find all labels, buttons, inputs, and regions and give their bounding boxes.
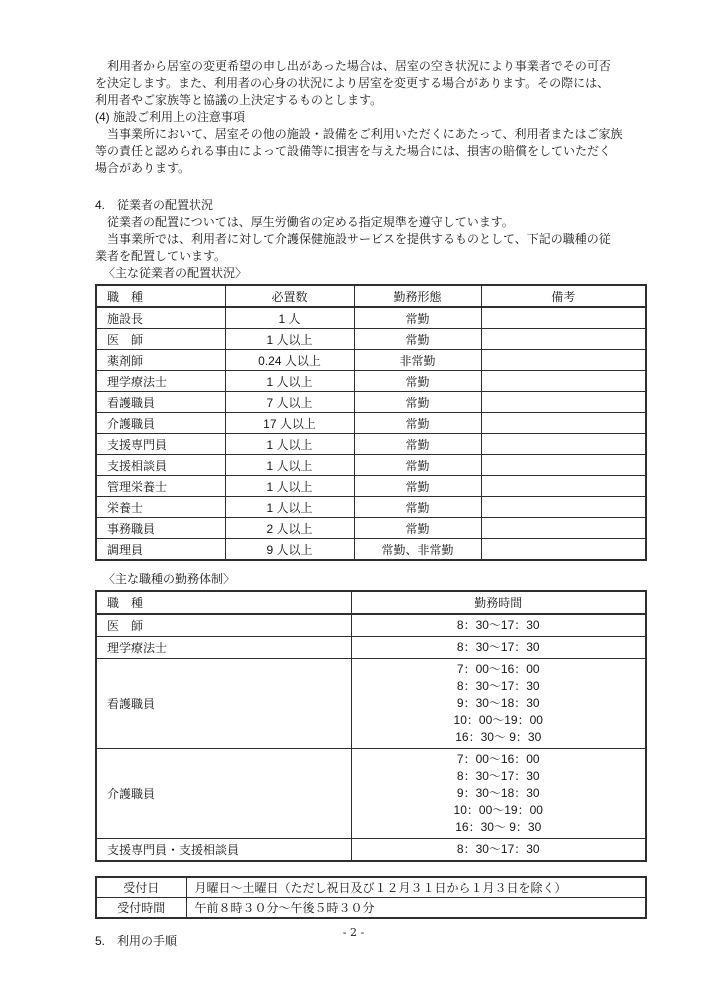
table-cell bbox=[351, 637, 646, 659]
table-cell: 1 人以上 bbox=[225, 371, 354, 392]
table-cell: 常勤 bbox=[354, 307, 481, 329]
table-cell bbox=[351, 839, 646, 862]
table-cell bbox=[481, 518, 646, 539]
table-cell: 施設長 bbox=[96, 307, 225, 329]
table-row bbox=[96, 371, 646, 392]
table-cell: 午前８時３０分～午後５時３０分 bbox=[186, 898, 646, 919]
table-row bbox=[96, 749, 646, 839]
shift-time: 9：30～18：30 bbox=[456, 696, 540, 710]
table-cell: 1 人以上 bbox=[225, 455, 354, 476]
table-cell bbox=[481, 434, 646, 455]
page-number: - 2 - bbox=[342, 926, 365, 939]
table-cell: 常勤 bbox=[354, 329, 481, 350]
table-cell: 常勤 bbox=[354, 455, 481, 476]
staffing-table-caption: 〈主な従業者の配置状況〉 bbox=[103, 266, 248, 280]
table-cell: 栄養士 bbox=[96, 497, 225, 518]
table-row bbox=[96, 307, 646, 329]
shift-time: 8：30～17：30 bbox=[456, 842, 540, 856]
paragraph-damage-liability bbox=[95, 126, 645, 177]
table-cell: 介護職員 bbox=[96, 749, 351, 839]
shift-time: 7：00～16：00 bbox=[456, 662, 540, 676]
table-cell: 9 人以上 bbox=[225, 539, 354, 561]
table-cell: 非常勤 bbox=[354, 350, 481, 371]
table-row bbox=[96, 659, 646, 749]
table-cell: 常勤 bbox=[354, 413, 481, 434]
text-line: 場合があります。 bbox=[95, 161, 191, 175]
table-row bbox=[96, 637, 646, 659]
table-row bbox=[96, 455, 646, 476]
shift-time: 8：30～17：30 bbox=[456, 618, 540, 632]
table-cell: 常勤 bbox=[354, 371, 481, 392]
text-line: 業者を配置しています。 bbox=[95, 249, 227, 263]
table-cell: 常勤 bbox=[354, 392, 481, 413]
header-cell: 備考 bbox=[481, 285, 646, 307]
table-cell: 1 人以上 bbox=[225, 497, 354, 518]
table-cell: 受付日 bbox=[96, 877, 186, 898]
paragraph-staffing-intro bbox=[95, 214, 645, 265]
table-cell: 常勤 bbox=[354, 518, 481, 539]
header-cell: 職 種 bbox=[96, 591, 351, 614]
table-cell: 管理栄養士 bbox=[96, 476, 225, 497]
text-line: 当事業所において、居室その他の施設・設備をご利用いただくにあたって、利用者またはご家族 bbox=[95, 127, 623, 141]
paragraph-room-change bbox=[95, 58, 645, 109]
table-cell: 医 師 bbox=[96, 614, 351, 637]
table-header-row bbox=[96, 591, 646, 614]
note-heading: (4) 施設ご利用上の注意事項 bbox=[95, 110, 246, 124]
table-cell: 介護職員 bbox=[96, 413, 225, 434]
table-cell: 調理員 bbox=[96, 539, 225, 561]
table-cell: 7 人以上 bbox=[225, 392, 354, 413]
table-cell: 常勤 bbox=[354, 497, 481, 518]
staffing-table bbox=[95, 284, 647, 561]
table-cell: 理学療法士 bbox=[96, 637, 351, 659]
table-cell: 1 人以上 bbox=[225, 434, 354, 455]
table-cell: 理学療法士 bbox=[96, 371, 225, 392]
table-row bbox=[96, 877, 646, 898]
table-cell bbox=[481, 413, 646, 434]
table-cell: 1 人 bbox=[225, 307, 354, 329]
table-row bbox=[96, 839, 646, 862]
table-cell: 薬剤師 bbox=[96, 350, 225, 371]
table-row bbox=[96, 614, 646, 637]
table-cell bbox=[351, 749, 646, 839]
schedule-table-caption: 〈主な職種の勤務体制〉 bbox=[103, 572, 236, 586]
text-line: 利用者から居室の変更希望の申し出があった場合は、居室の空き状況により事業者でその可否 bbox=[95, 59, 611, 73]
text-line: 利用者やご家族等と協議の上決定するものとします。 bbox=[95, 93, 383, 107]
table-cell: 事務職員 bbox=[96, 518, 225, 539]
table-cell bbox=[481, 371, 646, 392]
table-cell: 支援専門員 bbox=[96, 434, 225, 455]
shift-time: 16：30～ 9：30 bbox=[455, 820, 542, 834]
table-cell bbox=[481, 307, 646, 329]
header-cell: 職 種 bbox=[96, 285, 225, 307]
table-cell bbox=[481, 476, 646, 497]
table-cell bbox=[481, 497, 646, 518]
section5-heading: 5. 利用の手順 bbox=[95, 934, 178, 948]
table-cell: 月曜日～土曜日（ただし祝日及び１２月３１日から１月３日を除く） bbox=[186, 877, 646, 898]
table-cell bbox=[481, 455, 646, 476]
table-cell: 看護職員 bbox=[96, 392, 225, 413]
shift-time: 16：30～ 9：30 bbox=[455, 730, 542, 744]
table-row bbox=[96, 497, 646, 518]
section4-heading: 4. 従業者の配置状況 bbox=[95, 198, 214, 212]
table-row bbox=[96, 392, 646, 413]
table-cell bbox=[481, 392, 646, 413]
table-cell bbox=[351, 614, 646, 637]
text-line: 従業者の配置については、厚生労働省の定める指定規準を遵守しています。 bbox=[95, 215, 514, 229]
table-row bbox=[96, 898, 646, 919]
header-cell: 勤務時間 bbox=[351, 591, 646, 614]
table-row bbox=[96, 329, 646, 350]
table-row bbox=[96, 350, 646, 371]
table-cell: 支援専門員・支援相談員 bbox=[96, 839, 351, 862]
table-cell: 17 人以上 bbox=[225, 413, 354, 434]
shift-time: 10：00～19：00 bbox=[453, 713, 543, 727]
table-cell: 医 師 bbox=[96, 329, 225, 350]
text-line: 等の責任と認められる事由によって設備等に損害を与えた場合には、損害の賠償をしていただく bbox=[95, 144, 612, 158]
table-cell bbox=[481, 539, 646, 561]
table-row bbox=[96, 539, 646, 561]
shift-time: 7：00～16：00 bbox=[456, 752, 540, 766]
shift-time: 8：30～17：30 bbox=[456, 769, 540, 783]
table-cell bbox=[351, 659, 646, 749]
table-row bbox=[96, 413, 646, 434]
table-cell: 常勤 bbox=[354, 434, 481, 455]
table-cell bbox=[481, 329, 646, 350]
text-line: 当事業所では、利用者に対して介護保健施設サービスを提供するものとして、下記の職種の従 bbox=[95, 232, 611, 246]
reception-table bbox=[95, 876, 647, 919]
table-cell: 0.24 人以上 bbox=[225, 350, 354, 371]
table-cell: 支援相談員 bbox=[96, 455, 225, 476]
table-cell: 2 人以上 bbox=[225, 518, 354, 539]
table-row bbox=[96, 476, 646, 497]
schedule-table bbox=[95, 590, 647, 862]
table-cell: 常勤 bbox=[354, 476, 481, 497]
shift-time: 8：30～17：30 bbox=[456, 640, 540, 654]
table-cell: 受付時間 bbox=[96, 898, 186, 919]
shift-time: 10：00～19：00 bbox=[453, 803, 543, 817]
header-cell: 勤務形態 bbox=[354, 285, 481, 307]
table-cell: 1 人以上 bbox=[225, 476, 354, 497]
text-line: を決定します。また、利用者の心身の状況により居室を変更する場合があります。その際には、 bbox=[95, 76, 610, 90]
table-header-row bbox=[96, 285, 646, 307]
shift-time: 8：30～17：30 bbox=[456, 679, 540, 693]
header-cell: 必置数 bbox=[225, 285, 354, 307]
table-row bbox=[96, 434, 646, 455]
table-cell: 看護職員 bbox=[96, 659, 351, 749]
shift-time: 9：30～18：30 bbox=[456, 786, 540, 800]
table-cell: 1 人以上 bbox=[225, 329, 354, 350]
table-cell bbox=[481, 350, 646, 371]
table-cell: 常勤、非常勤 bbox=[354, 539, 481, 561]
table-row bbox=[96, 518, 646, 539]
